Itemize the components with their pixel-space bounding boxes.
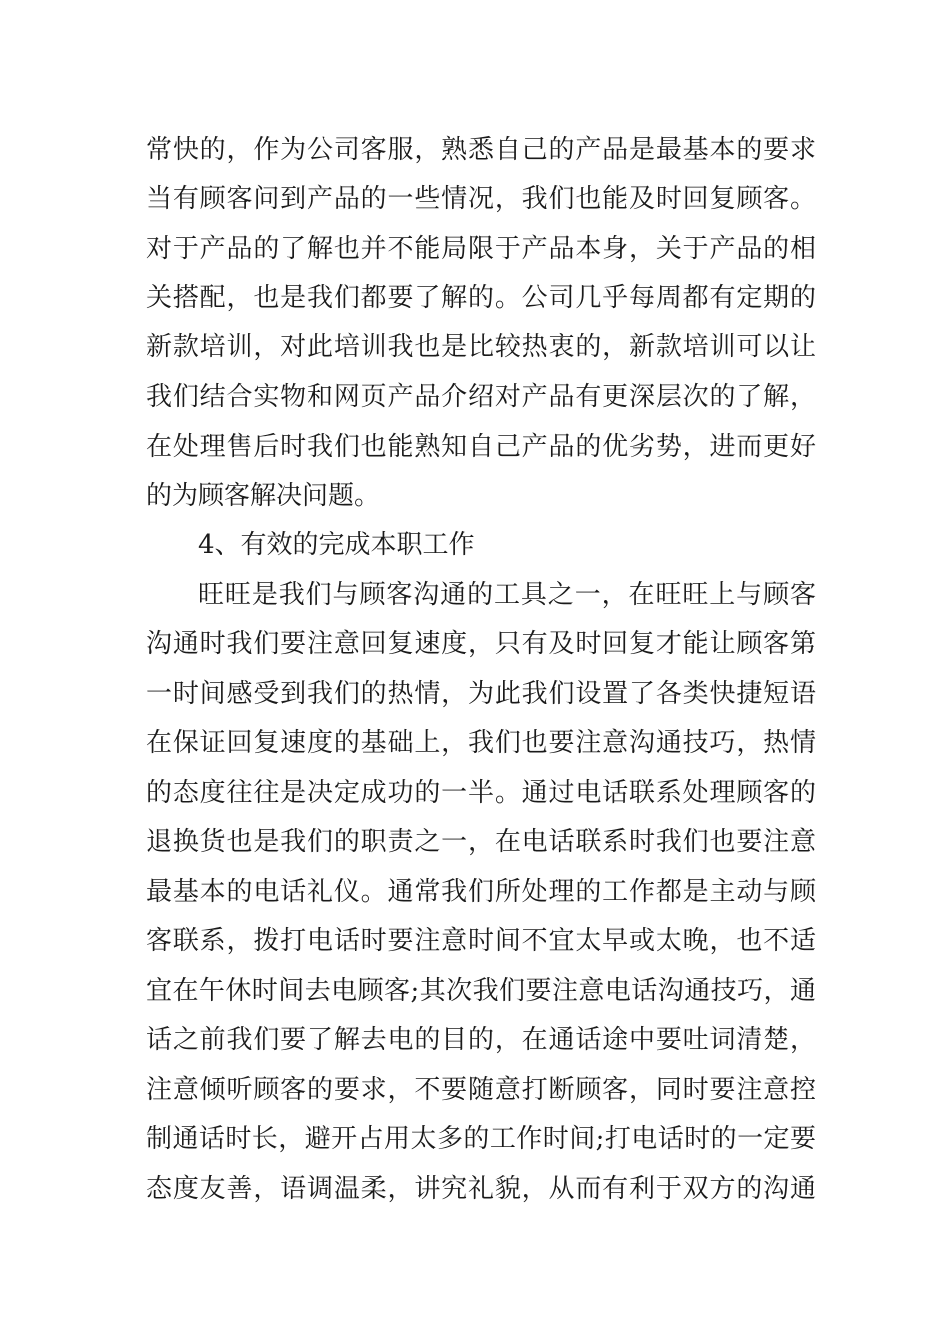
text-line: 话之前我们要了解去电的目的，在通话途中要吐词清楚， <box>146 1025 816 1055</box>
text-line: 当有顾客问到产品的一些情况，我们也能及时回复顾客。 <box>146 184 816 214</box>
text-line: 常快的，作为公司客服，熟悉自己的产品是最基本的要求 <box>146 135 816 165</box>
text-line: 沟通时我们要注意回复速度，只有及时回复才能让顾客第 <box>146 629 816 659</box>
text-line: 退换货也是我们的职责之一，在电话联系时我们也要注意 <box>146 827 816 857</box>
text-line: 关搭配，也是我们都要了解的。公司几乎每周都有定期的 <box>146 283 816 313</box>
text-line: 态度友善，语调温柔，讲究礼貌，从而有利于双方的沟通 <box>146 1174 816 1204</box>
text-line: 制通话时长，避开占用太多的工作时间;打电话时的一定要 <box>146 1124 816 1154</box>
text-line: 客联系，拨打电话时要注意时间不宜太早或太晚，也不适 <box>146 926 816 956</box>
text-line: 我们结合实物和网页产品介绍对产品有更深层次的了解， <box>146 382 816 412</box>
text-line: 在处理售后时我们也能熟知自己产品的优劣势，进而更好 <box>146 432 816 462</box>
text-line: 的态度往往是决定成功的一半。通过电话联系处理顾客的 <box>146 778 816 808</box>
text-line: 在保证回复速度的基础上，我们也要注意沟通技巧，热情 <box>146 728 816 758</box>
text-line: 最基本的电话礼仪。通常我们所处理的工作都是主动与顾 <box>146 877 816 907</box>
text-line: 的为顾客解决问题。 <box>146 481 381 511</box>
section-heading: 4、有效的完成本职工作 <box>198 530 475 560</box>
text-line: 注意倾听顾客的要求，不要随意打断顾客，同时要注意控 <box>146 1075 816 1105</box>
text-line: 旺旺是我们与顾客沟通的工具之一，在旺旺上与顾客 <box>198 580 816 610</box>
text-line: 一时间感受到我们的热情，为此我们设置了各类快捷短语 <box>146 679 816 709</box>
text-line: 新款培训，对此培训我也是比较热衷的，新款培训可以让 <box>146 332 816 362</box>
text-line: 宜在午休时间去电顾客;其次我们要注意电话沟通技巧，通 <box>146 976 816 1006</box>
text-line: 对于产品的了解也并不能局限于产品本身，关于产品的相 <box>146 234 816 264</box>
